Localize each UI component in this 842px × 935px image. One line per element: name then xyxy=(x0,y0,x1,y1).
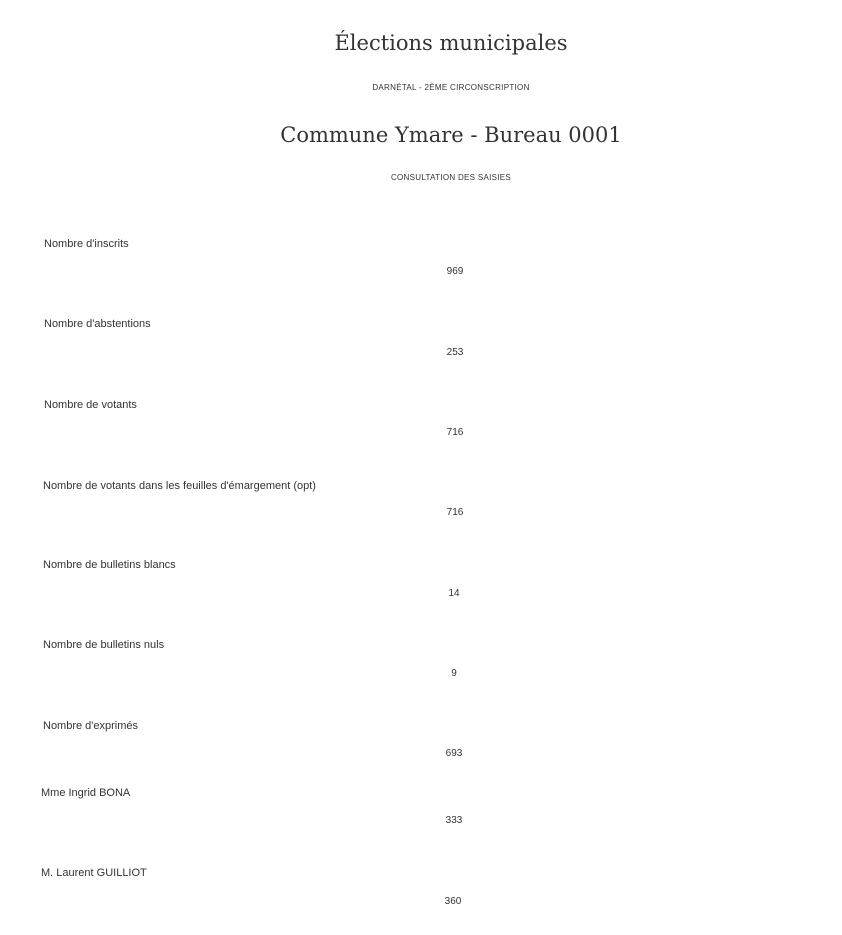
candidate-bona-label: Mme Ingrid BONA xyxy=(41,787,131,799)
votants-label: Nombre de votants xyxy=(44,399,137,411)
candidate-guilliot-label: M. Laurent GUILLIOT xyxy=(41,867,147,879)
exprimes-label: Nombre d'exprimés xyxy=(43,720,139,732)
page-title: Élections municipales xyxy=(334,31,568,55)
circonscription-subtitle: DARNÉTAL - 2ÈME CIRCONSCRIPTION xyxy=(372,83,530,92)
section-label: CONSULTATION DES SAISIES xyxy=(390,173,512,182)
votants-emargement-value: 716 xyxy=(446,507,464,518)
commune-bureau-title: Commune Ymare - Bureau 0001 xyxy=(280,123,622,147)
bulletins-blancs-value: 14 xyxy=(448,588,460,599)
abstentions-value: 253 xyxy=(446,347,464,358)
votants-value: 716 xyxy=(446,427,464,438)
candidate-bona-value: 333 xyxy=(445,815,463,826)
inscrits-label: Nombre d'inscrits xyxy=(44,238,129,250)
bulletins-blancs-label: Nombre de bulletins blancs xyxy=(43,559,176,571)
exprimes-value: 693 xyxy=(445,748,463,759)
votants-emargement-label: Nombre de votants dans les feuilles d'émargement (opt) xyxy=(43,480,316,492)
candidate-guilliot-value: 360 xyxy=(444,896,462,907)
abstentions-label: Nombre d'abstentions xyxy=(44,318,151,330)
bulletins-nuls-value: 9 xyxy=(451,668,457,679)
inscrits-value: 969 xyxy=(446,266,464,277)
bulletins-nuls-label: Nombre de bulletins nuls xyxy=(43,639,165,651)
